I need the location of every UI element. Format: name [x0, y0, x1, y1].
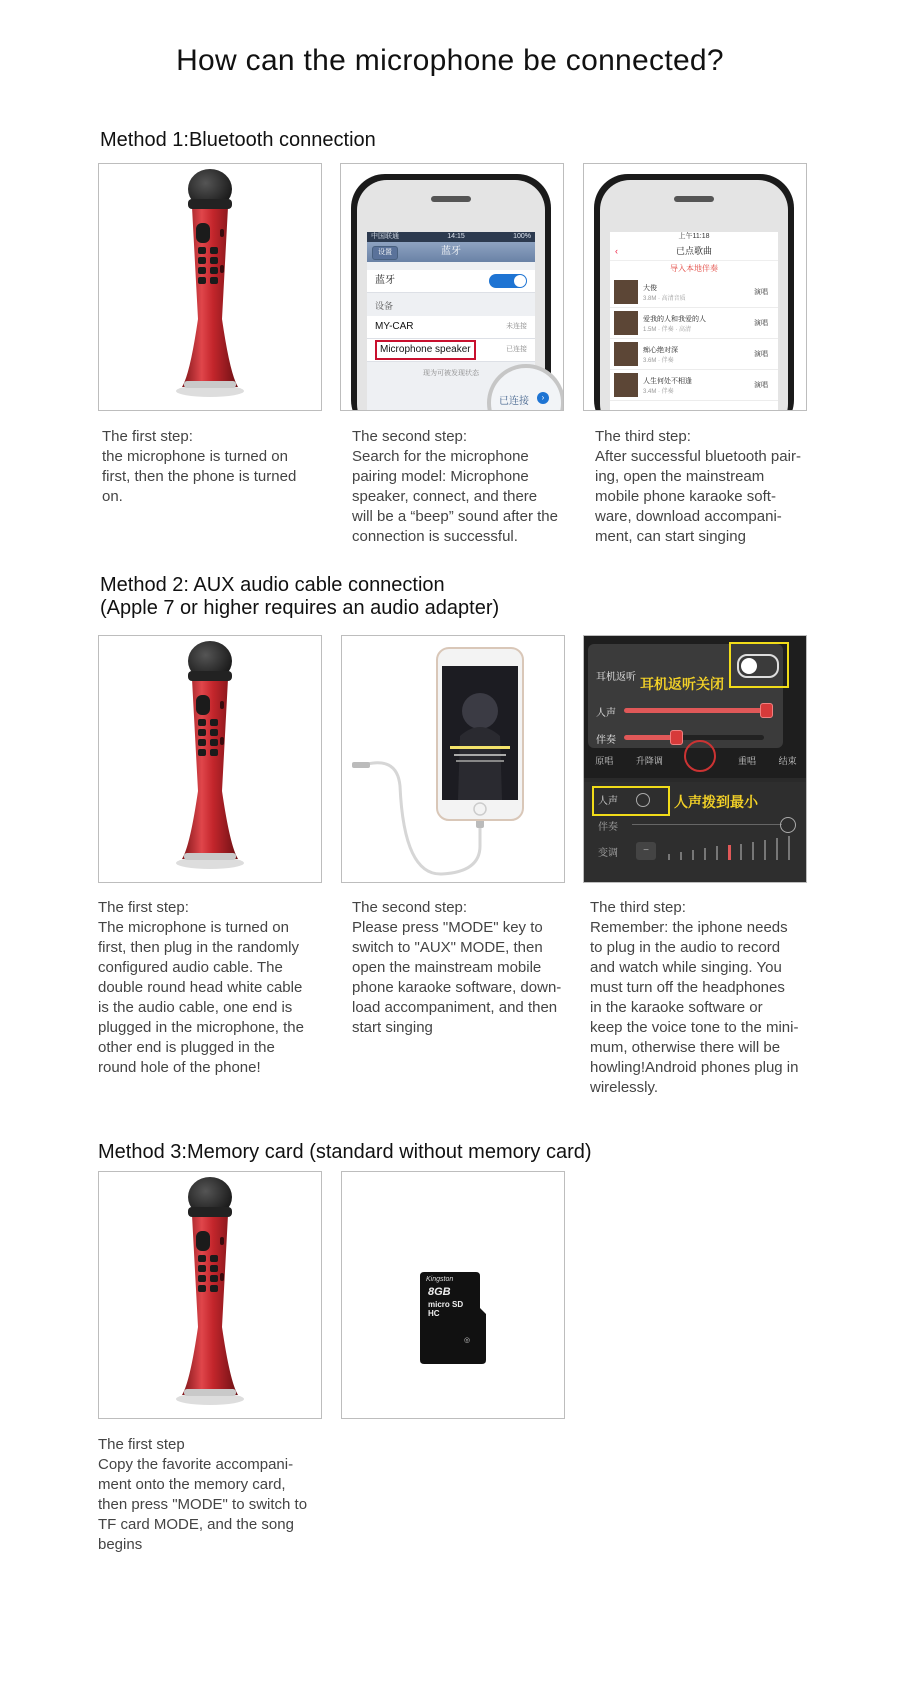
- tune-scale: [666, 834, 796, 864]
- device-name-highlighted: Microphone speaker: [375, 340, 476, 360]
- step-label: The second step:: [352, 428, 468, 445]
- step-label: The first step:: [102, 428, 193, 445]
- step-line: and watch while singing. You: [590, 959, 782, 976]
- method3-step1: [98, 1435, 328, 1555]
- nav-title: 已点歌曲: [675, 246, 712, 256]
- accomp-slider-knob: [670, 730, 683, 745]
- step-line: TF card MODE, and the song: [98, 1516, 294, 1533]
- microphone-icon: [170, 1177, 250, 1412]
- step-line: After successful bluetooth pair-: [595, 448, 801, 465]
- song-row: [610, 370, 778, 401]
- back-button: 设置: [372, 246, 398, 260]
- ce-mark-icon: ◎: [464, 1337, 471, 1344]
- sing-button: 演唱: [754, 289, 768, 296]
- step-line: Search for the microphone: [352, 448, 529, 465]
- method1-bluetooth-screenshot: [340, 163, 564, 411]
- method2-aux-cable-image: [341, 635, 565, 883]
- song-cover-image: [614, 280, 638, 304]
- step-label: The first step:: [98, 899, 189, 916]
- vocal-label-2: 人声: [598, 796, 618, 807]
- iphone-image: [594, 174, 794, 411]
- step-line: ment, can start singing: [595, 528, 746, 545]
- step-line: load accompaniment, and then: [352, 999, 558, 1016]
- step-line: in the karaoke software or: [590, 999, 763, 1016]
- method1-step1: [102, 427, 322, 507]
- step-line: Copy the favorite accompani-: [98, 1456, 294, 1473]
- step-line: wirelessly.: [590, 1079, 659, 1096]
- step-line: on.: [102, 488, 123, 505]
- nav-title: 蓝牙: [441, 246, 461, 257]
- song-list: [610, 277, 778, 401]
- device-row-microphone: [367, 339, 535, 362]
- nav-bar: [610, 242, 778, 261]
- song-row: [610, 339, 778, 370]
- page-title: How can the microphone be connected?: [176, 44, 724, 77]
- song-title: 大俊: [643, 284, 657, 292]
- step-line: ware, download accompani-: [595, 508, 782, 525]
- vocal-panel: [584, 782, 807, 882]
- step-line: first, then plug in the randomly: [98, 939, 299, 956]
- step-line: to plug in the audio to record: [590, 939, 781, 956]
- step-line: Please press "MODE" key to: [352, 919, 543, 936]
- tune-label: 变调: [598, 848, 618, 859]
- zoom-connected-text: 已连接: [499, 396, 529, 407]
- step-line: howling!Android phones plug in: [590, 1059, 799, 1076]
- bluetooth-toggle-row: [367, 270, 535, 293]
- info-icon: ›: [537, 392, 549, 404]
- vocal-slider-track: [624, 708, 764, 713]
- step-line: speaker, connect, and there: [352, 488, 538, 505]
- song-cover-image: [614, 342, 638, 366]
- method2-karaoke-settings-screenshot: [583, 635, 807, 883]
- step-line: pairing model: Microphone: [352, 468, 529, 485]
- song-row: [610, 277, 778, 308]
- sing-button: 演唱: [754, 351, 768, 358]
- step-line: start singing: [352, 1019, 433, 1036]
- record-mic-icon: [684, 740, 716, 772]
- device-name: MY-CAR: [375, 321, 414, 332]
- method1-step2: [352, 427, 582, 547]
- song-cover-image: [614, 373, 638, 397]
- method1-karaoke-app-screenshot: [583, 163, 807, 411]
- song-list-screen: [610, 232, 778, 411]
- tab-original: 原唱: [595, 756, 614, 766]
- step-line: other end is plugged in the: [98, 1039, 275, 1056]
- step-line: is the audio cable, one end is: [98, 999, 293, 1016]
- step-line: mobile phone karaoke soft-: [595, 488, 776, 505]
- method2-heading-line2: (Apple 7 or higher requires an audio adapter): [100, 597, 500, 619]
- step-line: begins: [98, 1536, 143, 1553]
- accomp-label: 伴奏: [596, 735, 616, 746]
- sing-button: 演唱: [754, 382, 768, 389]
- vocal-label: 人声: [596, 708, 616, 719]
- tab-retake: 重唱: [738, 756, 757, 766]
- song-title: 爱我的人和我爱的人: [643, 315, 706, 323]
- method1-heading: Method 1:Bluetooth connection: [100, 129, 376, 151]
- status-battery: 100%: [513, 233, 531, 240]
- step-line: the microphone is turned on: [102, 448, 288, 465]
- import-local-link: 导入本地伴奏: [670, 264, 718, 273]
- song-title: 人生何处不相逢: [643, 377, 692, 385]
- song-cover-image: [614, 311, 638, 335]
- step-line: then press "MODE" to switch to: [98, 1496, 308, 1513]
- step-line: configured audio cable. The: [98, 959, 283, 976]
- card-capacity: 8GB: [428, 1286, 451, 1298]
- step-label: The third step:: [595, 428, 691, 445]
- sing-button: 演唱: [754, 320, 768, 327]
- earback-off-caption: 耳机返听关闭: [640, 676, 724, 692]
- accomp-knob: [780, 817, 796, 833]
- song-meta: 1.5M · 伴奏 · 高清: [643, 326, 692, 333]
- step-line: round hole of the phone!: [98, 1059, 261, 1076]
- accomp-label-2: 伴奏: [598, 822, 618, 833]
- earback-toggle: [737, 654, 779, 678]
- step-label: The third step:: [590, 899, 686, 916]
- step-line: mum, otherwise there will be: [590, 1039, 781, 1056]
- step-line: switch to "AUX" MODE, then: [352, 939, 543, 956]
- method3-heading: Method 3:Memory card (standard without memory card): [98, 1141, 592, 1163]
- song-meta: 3.8M · 高清音质: [643, 295, 686, 302]
- method1-step3: [595, 427, 825, 547]
- vocal-knob-min: [636, 793, 650, 807]
- step-line: double round head white cable: [98, 979, 303, 996]
- step-line: ing, open the mainstream: [595, 468, 765, 485]
- status-time: 14:15: [447, 233, 465, 240]
- earback-label: 耳机返听: [596, 672, 636, 683]
- method2-heading-line1: Method 2: AUX audio cable connection: [100, 574, 445, 596]
- method2-step2: [352, 898, 582, 1038]
- device-state: 未连接: [506, 323, 527, 330]
- song-meta: 3.4M · 伴奏: [643, 388, 674, 395]
- step-line: open the mainstream mobile: [352, 959, 542, 976]
- bluetooth-toggle: [489, 274, 527, 288]
- microphone-icon: [170, 641, 250, 876]
- accomp-slider-fill: [624, 735, 674, 740]
- microphone-icon: [170, 169, 250, 404]
- accomp-line: [632, 824, 782, 825]
- discoverable-note: 现为可被发现状态: [423, 370, 479, 377]
- method3-mic-image: [98, 1171, 322, 1419]
- step-line: The microphone is turned on: [98, 919, 289, 936]
- tab-pitch: 升降调: [635, 756, 663, 766]
- step-line: plugged in the microphone, the: [98, 1019, 304, 1036]
- device-state: 已连接: [506, 346, 527, 353]
- method2-mic-image: [98, 635, 322, 883]
- song-title: 痴心绝对深: [643, 346, 678, 354]
- tab-end: 结束: [778, 756, 797, 766]
- step-line: phone karaoke software, down-: [352, 979, 562, 996]
- tune-minus-button: −: [636, 842, 656, 860]
- step-line: first, then the phone is turned: [102, 468, 297, 485]
- method1-mic-image: [98, 163, 322, 411]
- devices-label: 设备: [375, 301, 394, 311]
- status-carrier: 中国联通: [371, 233, 399, 240]
- method2-step1: [98, 898, 328, 1078]
- step-label: The second step:: [352, 899, 468, 916]
- aux-cable-phone-illustration: [342, 636, 565, 883]
- song-row: [610, 308, 778, 339]
- status-time: 上午11:18: [678, 233, 710, 240]
- step-label: The first step: [98, 1436, 185, 1453]
- device-row-mycar: [367, 316, 535, 339]
- vocal-min-caption: 人声拨到最小: [674, 794, 758, 810]
- back-chevron-icon: ‹: [615, 246, 618, 256]
- vocal-slider-knob: [760, 703, 773, 718]
- nav-bar: [367, 242, 535, 262]
- song-meta: 3.6M · 伴奏: [643, 357, 674, 364]
- step-line: will be a “beep” sound after the: [352, 508, 558, 525]
- bluetooth-label: 蓝牙: [375, 275, 395, 286]
- method2-step3: [590, 898, 830, 1098]
- method2-heading: [100, 574, 499, 620]
- step-line: keep the voice tone to the mini-: [590, 1019, 799, 1036]
- card-type: micro SD HC: [428, 1300, 464, 1318]
- step-line: Remember: the iphone needs: [590, 919, 788, 936]
- card-brand: Kingston: [426, 1276, 454, 1283]
- method3-memory-card-image: [341, 1171, 565, 1419]
- step-line: ment onto the memory card,: [98, 1476, 286, 1493]
- step-line: connection is successful.: [352, 528, 518, 545]
- step-line: must turn off the headphones: [590, 979, 785, 996]
